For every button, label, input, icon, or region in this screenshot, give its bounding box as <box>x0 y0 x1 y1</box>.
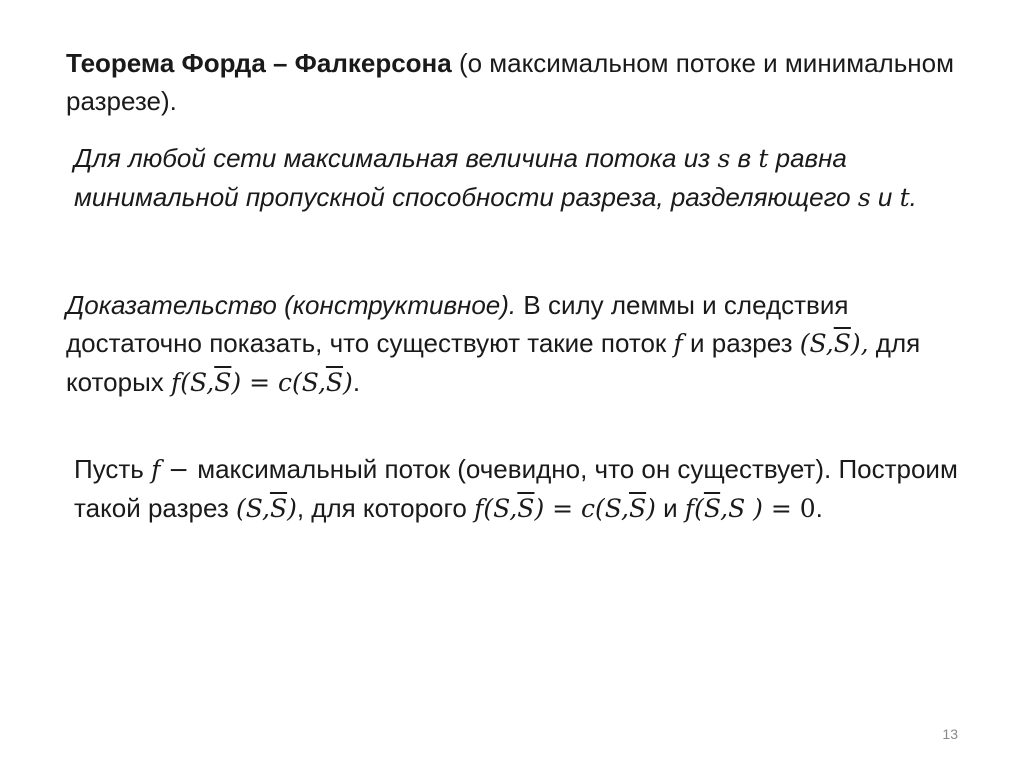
statement-end: . <box>909 182 917 212</box>
theorem-subtitle: (о максимальном потоке и минимальном разрезе). <box>66 48 954 116</box>
theorem-title: Теорема Форда – Фалкерсона <box>66 48 452 78</box>
math-s-bar: $\overline{S}$ <box>833 329 851 358</box>
math-s-bar: $\overline{S}$ <box>214 368 232 397</box>
statement-text-3: равна минимальной пропускной способности разреза, разделяющего <box>74 143 858 212</box>
math-t: t <box>758 144 769 173</box>
math-s-bar: $\overline{S}$ <box>517 494 535 523</box>
proof-intro: Доказательство (конструктивное). <box>66 290 517 320</box>
let-text-3: , для которого <box>296 493 475 523</box>
let-text-2: максимальный поток (очевидно, что он существует). Построим такой разрез <box>74 454 958 523</box>
let-text-1: Пусть <box>74 454 152 484</box>
math-s: s <box>717 144 731 173</box>
let-paragraph <box>74 450 974 528</box>
statement-text-4: и <box>870 182 900 212</box>
math-t: t <box>899 183 910 212</box>
math-flow-equation: $f(S,\overline{S}) = c(S,\overline{S})$ <box>474 494 656 523</box>
proof-text-3: для которых <box>66 328 921 397</box>
math-s: s <box>857 183 871 212</box>
let-end: . <box>815 493 823 523</box>
statement-text-1: Для любой сети максимальная величина потока из <box>74 143 718 173</box>
math-s-bar: $\overline{S}$ <box>325 368 344 397</box>
proof-end: . <box>352 367 361 397</box>
math-cut: $(S,\overline{S})$, <box>799 329 869 358</box>
math-back-flow-equation: $f(\overline{S},S$ ) = 0 <box>684 494 816 523</box>
math-s-bar: $\overline{S}$ <box>703 494 721 523</box>
let-and: и <box>655 493 685 523</box>
math-s-bar: $\overline{S}$ <box>628 494 647 523</box>
math-s-bar: $\overline{S}$ <box>269 494 288 523</box>
page-number: 13 <box>942 726 958 742</box>
math-f: f <box>673 329 683 358</box>
theorem-heading <box>66 44 966 120</box>
math-cut: $(S,\overline{S})$ <box>236 494 297 523</box>
math-f: f <box>151 455 161 484</box>
theorem-statement <box>74 139 954 217</box>
proof-text-2: и разрез <box>682 328 800 358</box>
math-flow-equation: $f(S,\overline{S}) = c(S,\overline{S})$ <box>171 368 353 397</box>
math-minus: − <box>160 455 198 484</box>
proof-paragraph <box>66 286 966 402</box>
statement-text-2: в <box>730 143 759 173</box>
proof-text-1: В силу леммы и следствия достаточно показать, что существуют такие поток <box>66 290 849 358</box>
